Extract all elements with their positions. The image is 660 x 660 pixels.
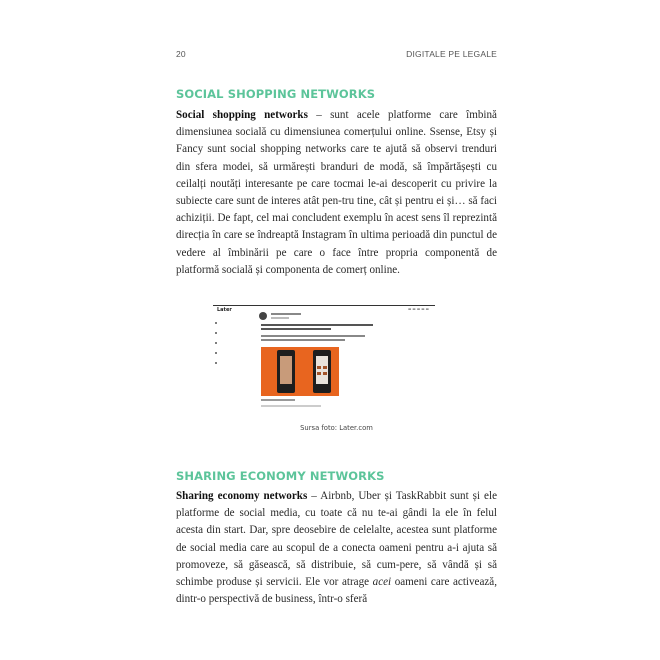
section-heading-social-shopping: SOCIAL SHOPPING NETWORKS (176, 87, 376, 101)
post-body-line (261, 335, 365, 337)
book-title: DIGITALE PE LEGALE (406, 49, 497, 59)
running-header (176, 49, 497, 63)
post-body-line (261, 339, 345, 341)
post-headline-line (261, 328, 331, 330)
figure-top-rule (213, 305, 435, 306)
sidebar-dot (215, 322, 217, 324)
figure-nav-bar: ▬ ▬ ▬ ▬ ▬ (408, 307, 429, 311)
paragraph-text-end: oameni care activează, dintr-o perspectivă de business, într-o sferă (176, 576, 498, 606)
sidebar-dot (215, 352, 217, 354)
figure-caption: Sursa foto: Later.com (300, 424, 373, 432)
product-thumb (323, 366, 327, 369)
product-thumb (317, 372, 321, 375)
sidebar-dot (215, 332, 217, 334)
emphasis-word: acei (372, 576, 392, 589)
post-date-line (271, 317, 289, 319)
later-logo: Later (217, 307, 232, 313)
post-avatar (259, 312, 267, 320)
phone-mockup-right (313, 350, 331, 393)
paragraph-social-shopping (176, 107, 497, 279)
product-thumb (317, 366, 321, 369)
paragraph-text-rest: dimensiunea socială cu dimensiunea comerțului online. Ssense, Etsy și Fancy sunt social shopping networks care te ajută să observi trenduri din sfera modei, să urmărești branduri de modă, să împărtășești cu ceilalți noutăți interesante pe care tocmai le-ai descoperit cu privire la subiecte care sunt de interes atât pen-tru tine, cât și pentru ei și… să faci achiziții. De fapt, cel mai concludent exemplu în acest sens îl reprezintă direcția în care se îndreaptă Instagram în ultima perioadă din punctul de vedere al îmbinării pe care o face între propria componentă de platformă socială și componenta de comerț online. (176, 126, 497, 276)
paragraph-text: – Airbnb, Uber și TaskRabbit sunt și ele platforme de social media, cu toate că nu te-ai gândi la ele în felul acesta din start. Dar, spre deosebire de celelalte, acestea sunt platforme de social media care au scopul de a conecta oameni pentru a-i ajuta să promoveze, să găsească, să distribuie, să cum-pere, să vândă și să schimbe produse și servicii. Ele vor atrage (176, 490, 497, 589)
post-footer-line (261, 399, 295, 401)
post-footer-line (261, 405, 321, 407)
paragraph-sharing-economy (176, 488, 497, 608)
post-headline-line (261, 324, 373, 326)
lead-term-social-shopping: Social shopping networks (176, 109, 308, 121)
post-author-line (271, 313, 301, 315)
later-screenshot-figure (213, 302, 435, 410)
product-thumb (323, 372, 327, 375)
phone-mockup-left (277, 350, 295, 393)
sidebar-dot (215, 362, 217, 364)
paragraph-text-line-1: – sunt acele platforme care îmbină (307, 109, 497, 121)
lead-term-sharing-economy: Sharing economy networks (176, 490, 308, 502)
section-heading-sharing-economy: SHARING ECONOMY NETWORKS (176, 469, 385, 483)
sidebar-dot (215, 342, 217, 344)
page-number: 20 (176, 49, 186, 59)
